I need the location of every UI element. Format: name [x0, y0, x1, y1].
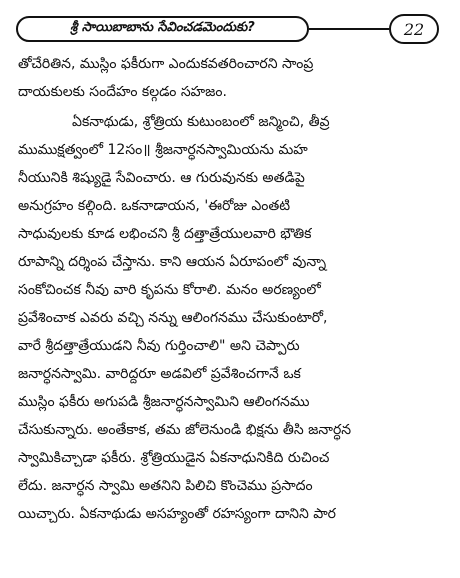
text-line: ముస్లిం ఫకీరు అగుపడి శ్రీజనార్ధనస్వామిని ఆలింగనము [18, 394, 310, 410]
text-line: దాయకులకు సందేహం కల్గడం సహజం. [18, 84, 227, 100]
text-line: సంకోచించక నీవు వారి కృపను కోరాలి. మనం అరణ్యంలో [18, 282, 321, 298]
text-line: స్వామికిచ్చాడా ఫకీరు. శ్రోత్రియుడైన ఏకనాధునికిది రుచించ [18, 450, 330, 466]
text-line: యిచ్చారు. ఏకనాథుడు అసహ్యంతో రహస్యంగా దానిని పార [18, 506, 336, 522]
text-line: ముముక్షత్వంలో 12సం॥ శ్రీజనార్ధనస్వామియను మహ [18, 142, 308, 158]
text-line: రూపాన్ని దర్శింప చేస్తాను. కాని ఆయన ఏరూపంలో వున్నా [18, 254, 327, 270]
running-header-title: శ్రీ సాయిబాబాను సేవించడమెందుకు? [16, 16, 309, 42]
text-line: చేసుకున్నారు. అంతేకాక, తమ జోలెనుండి భిక్షను తీసి జనార్ధన [18, 422, 352, 438]
header-divider [309, 28, 389, 30]
text-line: తోచేరితిన, ముస్లిం ఫకీరుగా ఎందుకవతరించారని సాంప్ర [18, 56, 314, 72]
text-line: అనుగ్రహం కల్గింది. ఒకనాడాయన, 'ఈరోజు ఎంతటి [18, 198, 291, 214]
text-line: జనార్ధనస్వామి. వారిద్దరూ అడవిలో ప్రవేశించగానే ఒక [18, 366, 301, 382]
text-line: ప్రవేశించాక ఎవరు వచ్చి నన్ను ఆలింగనము చేసుకుంటారో, [18, 310, 328, 326]
text-line: సాధువులకు కూడ లభించని శ్రీ దత్తాత్రేయులవారి భౌతిక [18, 226, 312, 242]
paragraph-first-line: ఏకనాథుడు, శ్రోత్రియ కుటుంబంలో జన్మించి, తీవ్ర [72, 114, 330, 130]
text-line: నీయునికి శిష్యుడై సేవించారు. ఆ గురువునకు అతడిపై [18, 170, 305, 186]
page-number: 22 [389, 14, 439, 44]
text-line: వారే శ్రీదత్తాత్రేయుడని నీవు గుర్తించాలి" అని చెప్పారు [18, 338, 300, 354]
text-line: లేదు. జనార్ధన స్వామి అతనిని పిలిచి కొంచెము ప్రసాదం [18, 478, 313, 494]
